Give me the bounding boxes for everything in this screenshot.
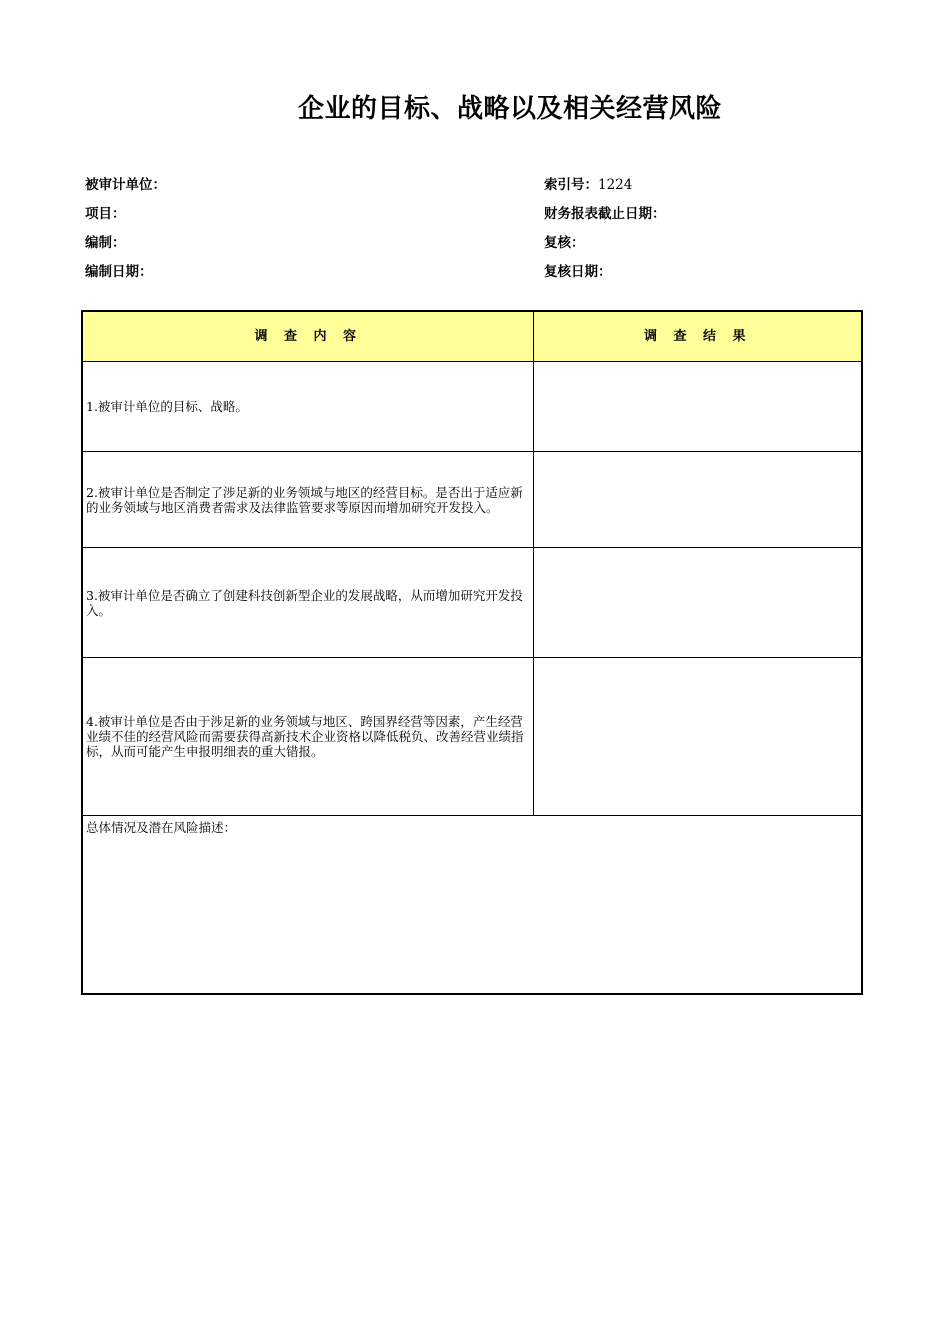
summary-label: 总体情况及潜在风险描述： xyxy=(86,820,237,835)
summary-row xyxy=(82,816,862,994)
row-result[interactable] xyxy=(533,658,862,816)
table-row xyxy=(82,362,862,452)
survey-table xyxy=(81,310,863,995)
table-row xyxy=(82,548,862,658)
row-result[interactable] xyxy=(533,452,862,548)
row-content: 4.被审计单位是否由于涉足新的业务领域与地区、跨国界经营等因素，产生经营业绩不佳的经营风险而需要获得高新技术企业资格以降低税负、改善经营业绩指标，从而可能产生申报明细表的重大错报。 xyxy=(82,658,533,816)
table-row xyxy=(82,658,862,816)
row-result[interactable] xyxy=(533,362,862,452)
reviewed-by-label: 复核： xyxy=(544,235,585,251)
summary-cell[interactable] xyxy=(82,816,862,994)
header-survey-result: 调 查 结 果 xyxy=(533,311,862,362)
report-cutoff-date-label: 财务报表截止日期： xyxy=(544,206,666,222)
index-number-field xyxy=(544,173,632,193)
row-result[interactable] xyxy=(533,548,862,658)
project-label: 项目： xyxy=(85,206,126,222)
review-date-label: 复核日期： xyxy=(544,264,612,280)
page-title: 企业的目标、战略以及相关经营风险 xyxy=(297,94,722,124)
audited-unit-label: 被审计单位： xyxy=(85,177,166,193)
table-header-row xyxy=(82,311,862,362)
prepared-by-label: 编制： xyxy=(85,235,126,251)
prepared-date-label: 编制日期： xyxy=(85,264,153,280)
row-content: 1.被审计单位的目标、战略。 xyxy=(82,362,533,452)
table-row xyxy=(82,452,862,548)
index-number-label: 索引号： xyxy=(544,177,598,193)
row-content: 2.被审计单位是否制定了涉足新的业务领域与地区的经营目标。是否出于适应新的业务领域与地区消费者需求及法律监管要求等原因而增加研究开发投入。 xyxy=(82,452,533,548)
row-content: 3.被审计单位是否确立了创建科技创新型企业的发展战略，从而增加研究开发投入。 xyxy=(82,548,533,658)
header-survey-content: 调 查 内 容 xyxy=(82,311,533,362)
index-number-value: 1224 xyxy=(598,177,633,193)
